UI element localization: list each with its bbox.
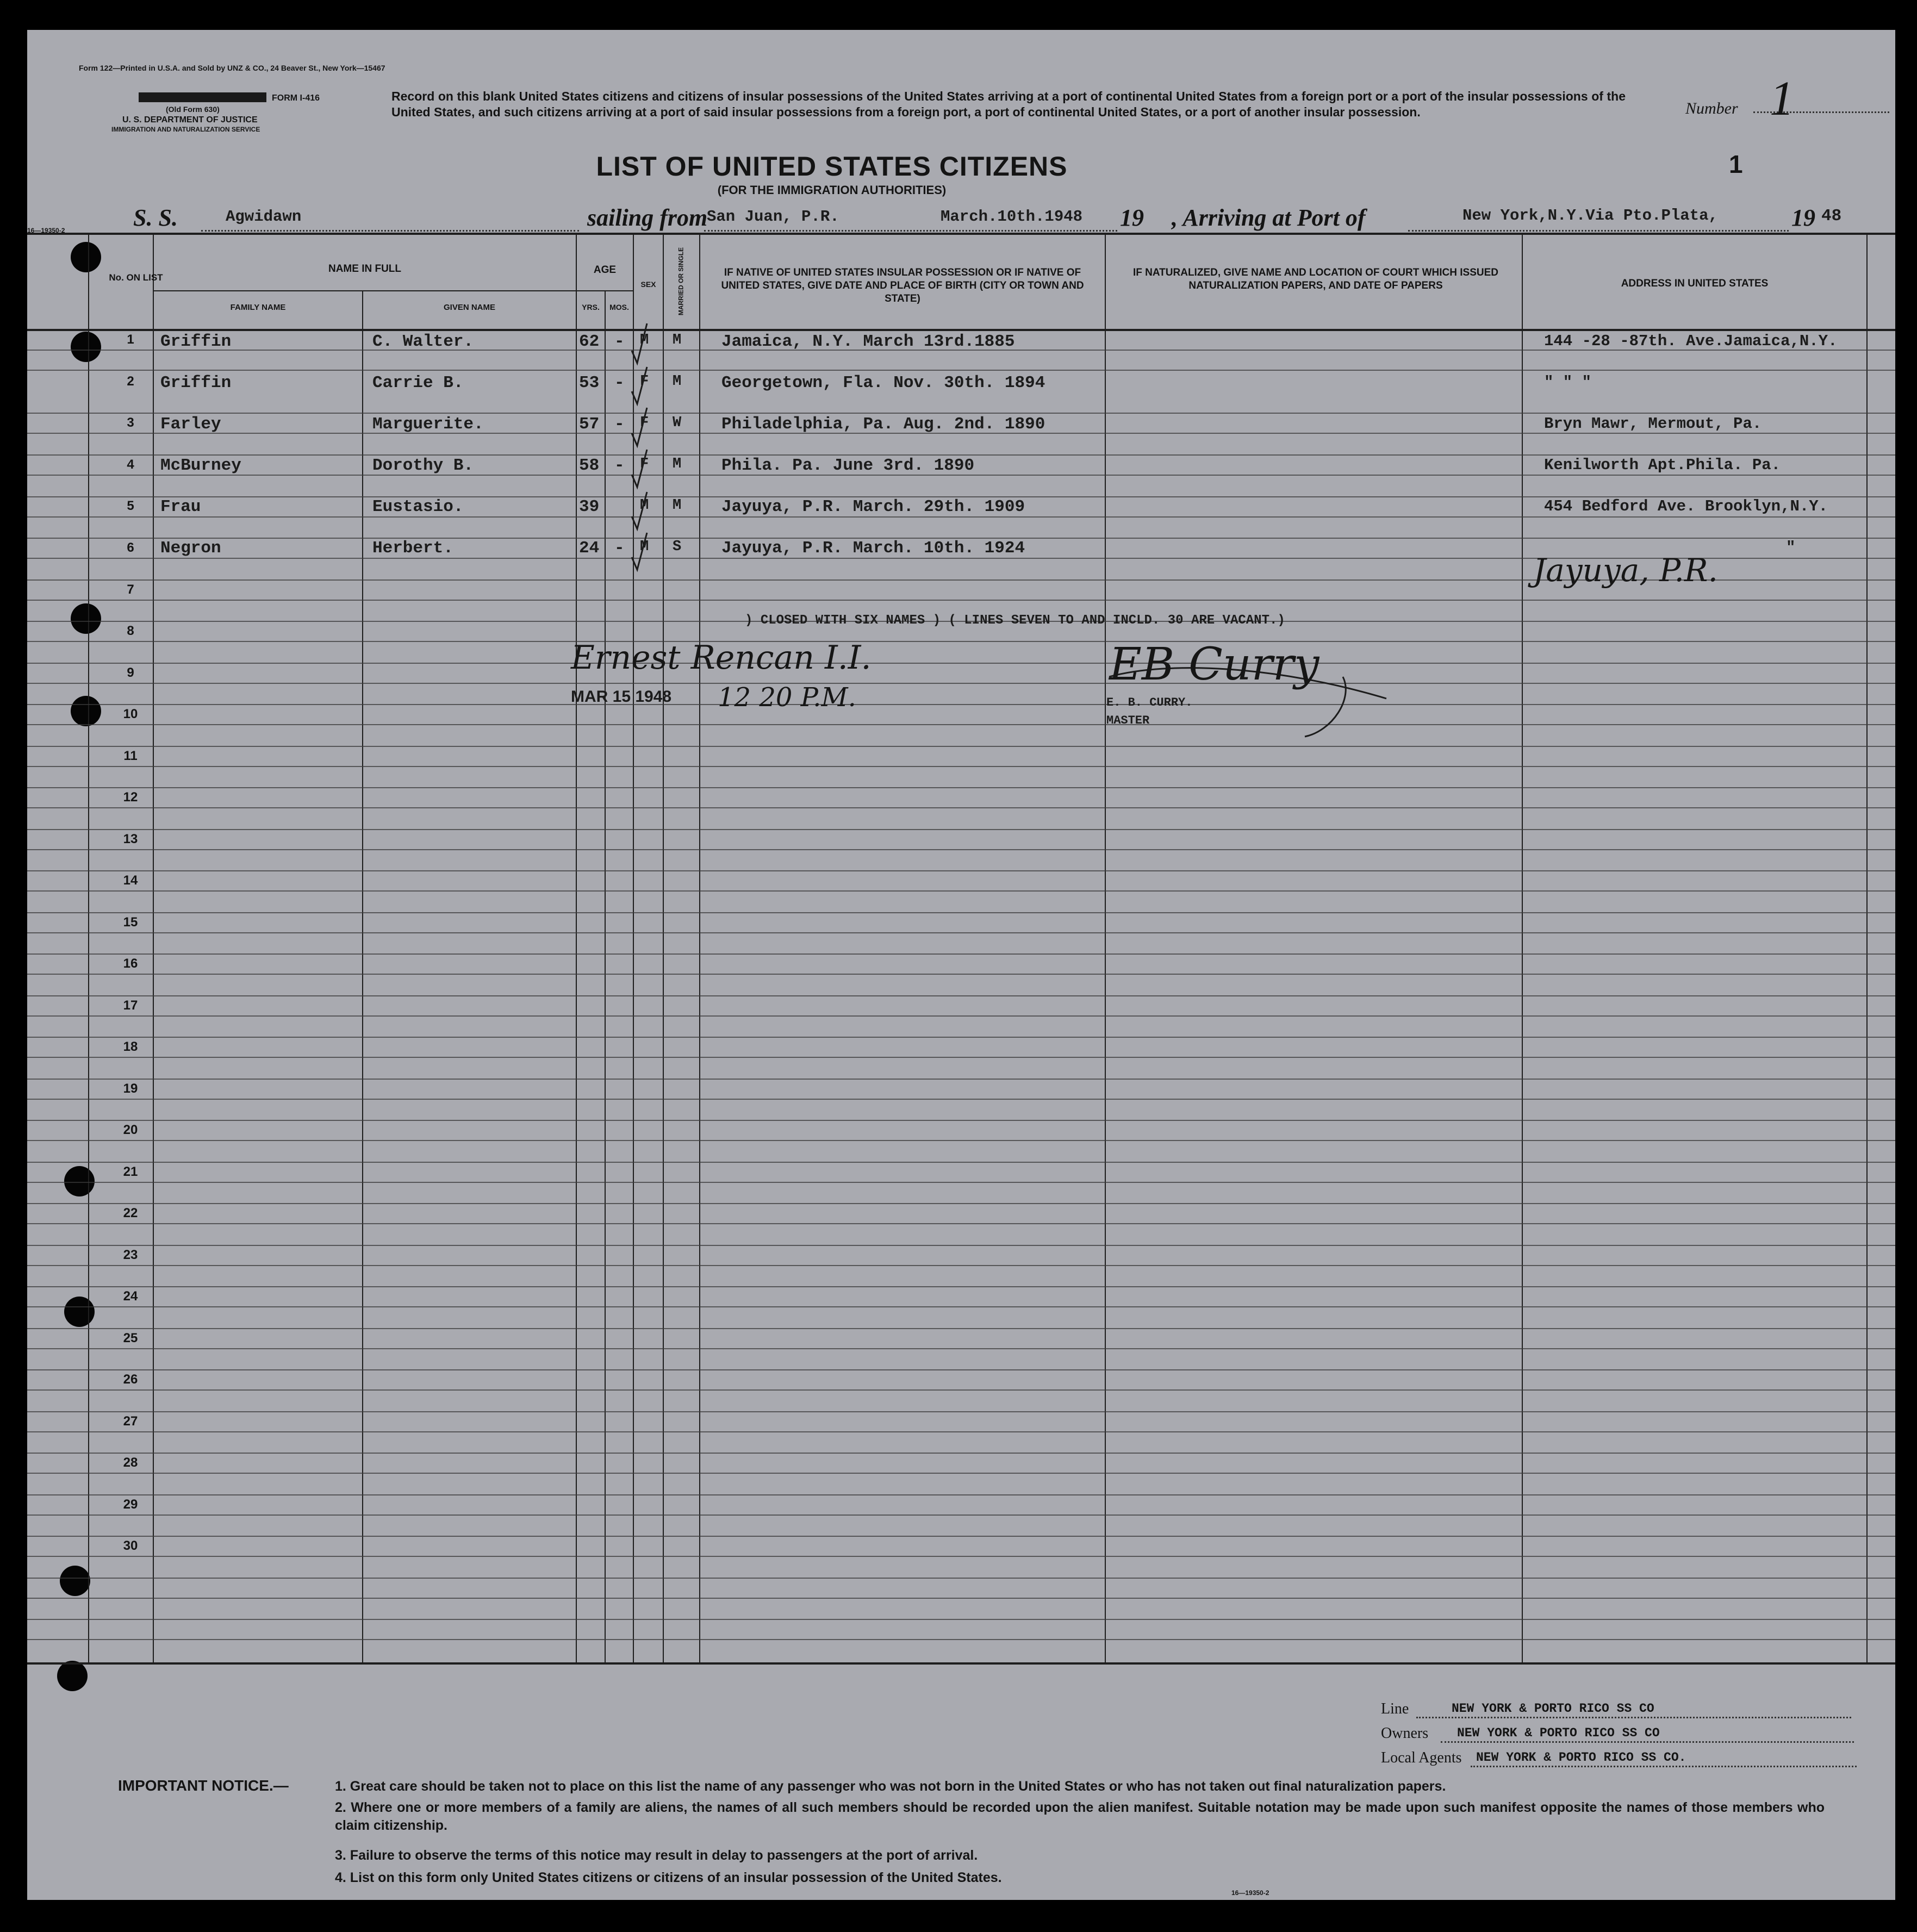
marital-status-cell: M bbox=[673, 332, 682, 348]
old-form: (Old Form 630) bbox=[166, 105, 220, 114]
address-cell: 144 -28 -87th. Ave.Jamaica,N.Y. bbox=[1544, 332, 1838, 350]
marital-status-cell: M bbox=[673, 456, 682, 472]
row-number: 7 bbox=[127, 582, 134, 597]
inspector-signature: Ernest Rencan I.I. bbox=[571, 639, 872, 677]
row-number: 5 bbox=[127, 498, 134, 513]
marital-status-cell: S bbox=[673, 539, 682, 555]
row-number: 20 bbox=[123, 1123, 138, 1137]
family-name-cell: McBurney bbox=[160, 456, 241, 475]
age-months-cell: - bbox=[614, 373, 625, 392]
row-number: 19 bbox=[123, 1081, 138, 1096]
owners-label: Owners bbox=[1381, 1725, 1429, 1742]
number-label: Number bbox=[1685, 99, 1738, 117]
check-marks bbox=[632, 323, 647, 570]
marital-status-cell: M bbox=[673, 497, 682, 514]
arriving-label: , Arriving at Port of bbox=[1172, 204, 1366, 231]
row-number: 15 bbox=[123, 915, 138, 930]
master-name: E. B. CURRY. bbox=[1106, 696, 1193, 709]
row-number: 1 bbox=[127, 332, 134, 347]
header-birth-place: IF NATIVE OF UNITED STATES INSULAR POSSESSION OR IF NATIVE OF UNITED STATES, GIVE DATE AND PLACE OF BIRTH (CITY OR TOWN AND STATE) bbox=[721, 267, 1084, 304]
line-value: NEW YORK & PORTO RICO SS CO bbox=[1452, 1702, 1654, 1716]
year-value: 48 bbox=[1821, 207, 1842, 226]
birth-place-cell: Philadelphia, Pa. Aug. 2nd. 1890 bbox=[721, 415, 1045, 434]
header-family-name: FAMILY NAME bbox=[230, 303, 286, 312]
closing-note bbox=[745, 613, 1285, 628]
address-cell: Kenilworth Apt.Phila. Pa. bbox=[1544, 456, 1781, 474]
age-years-cell: 62 bbox=[579, 332, 600, 351]
row-number: 23 bbox=[123, 1248, 138, 1262]
age-years-cell: 24 bbox=[579, 539, 600, 558]
row-number: 12 bbox=[123, 790, 138, 805]
closing-paren-icon: ) bbox=[745, 613, 761, 628]
birth-place-cell: Jamaica, N.Y. March 13rd.1885 bbox=[721, 332, 1015, 351]
closing-note-text: CLOSED WITH SIX NAMES ) ( LINES SEVEN TO AND INCLD. 30 ARE VACANT.) bbox=[760, 613, 1285, 628]
year-label-1: 19 bbox=[1120, 204, 1144, 231]
number-value: 1 bbox=[1770, 72, 1794, 126]
address-cell: " " " bbox=[1544, 373, 1592, 391]
address-cell: " bbox=[1786, 539, 1796, 557]
given-name-cell: Carrie B. bbox=[372, 373, 464, 392]
row-number: 26 bbox=[123, 1372, 138, 1387]
sailing-from: San Juan, P.R. bbox=[707, 208, 839, 226]
header-yrs: YRS. bbox=[582, 303, 600, 311]
row-number: 2 bbox=[127, 374, 134, 389]
notice-item: 2. Where one or more members of a family are aliens, the names of all such members should be recorded upon the alien manifest. Suitable notation may be made upon such manifest opposite the names of those members who claim citizenship. bbox=[335, 1800, 1825, 1833]
row-number: 18 bbox=[123, 1039, 138, 1054]
page-subtitle: (FOR THE IMMIGRATION AUTHORITIES) bbox=[717, 183, 947, 197]
birth-place-cell: Jayuya, P.R. March. 10th. 1924 bbox=[721, 539, 1025, 558]
notice-item: 1. Great care should be taken not to place on this list the name of any passenger who was not born in the United States or who has not taken out final naturalization papers. bbox=[335, 1779, 1446, 1794]
row-number: 4 bbox=[127, 457, 134, 472]
sex-cell: F bbox=[640, 415, 649, 431]
age-years-cell: 57 bbox=[579, 415, 600, 434]
given-name-cell: Marguerite. bbox=[372, 415, 484, 434]
ship-name: Agwidawn bbox=[226, 208, 302, 226]
sex-cell: M bbox=[640, 332, 649, 348]
header-address: ADDRESS IN UNITED STATES bbox=[1621, 278, 1769, 289]
manifest-page bbox=[27, 30, 1895, 1900]
ss-label: S. S. bbox=[133, 204, 178, 231]
year-label-2: 19 bbox=[1791, 204, 1815, 231]
header-age: AGE bbox=[593, 264, 617, 276]
row-number: 24 bbox=[123, 1289, 138, 1304]
row-number: 14 bbox=[123, 873, 138, 888]
header-given-name: GIVEN NAME bbox=[443, 303, 495, 312]
master-title: MASTER bbox=[1106, 714, 1150, 727]
age-years-cell: 39 bbox=[579, 497, 600, 516]
sailing-date: March.10th.1948 bbox=[941, 208, 1083, 226]
marital-status-cell: W bbox=[673, 415, 682, 431]
master-signature: EB Curry bbox=[1109, 639, 1320, 690]
address-cell: 454 Bedford Ave. Brooklyn,N.Y. bbox=[1544, 497, 1828, 515]
row-number: 3 bbox=[127, 415, 134, 430]
row-number: 22 bbox=[123, 1206, 138, 1220]
age-years-cell: 58 bbox=[579, 456, 600, 475]
page-title: LIST OF UNITED STATES CITIZENS bbox=[596, 151, 1068, 182]
row-number: 6 bbox=[127, 540, 134, 555]
family-name-cell: Farley bbox=[160, 415, 221, 434]
form-number: FORM I-416 bbox=[272, 94, 320, 103]
header-mos: MOS. bbox=[609, 303, 629, 311]
row-number: 25 bbox=[123, 1331, 138, 1345]
line-label: Line bbox=[1381, 1700, 1409, 1717]
local-agents-value: NEW YORK & PORTO RICO SS CO. bbox=[1476, 1750, 1686, 1765]
address-cell: Bryn Mawr, Mermout, Pa. bbox=[1544, 415, 1762, 433]
line-dots bbox=[1416, 1717, 1851, 1718]
row-number: 17 bbox=[123, 998, 138, 1013]
row-number: 13 bbox=[123, 832, 138, 846]
marital-status-cell: M bbox=[673, 373, 682, 390]
footer-code: 16—19350-2 bbox=[1231, 1889, 1269, 1897]
local-agents-label: Local Agents bbox=[1381, 1749, 1462, 1766]
header-naturalized: IF NATURALIZED, GIVE NAME AND LOCATION OF COURT WHICH ISSUED NATURALIZATION PAPERS, AND DATE OF PAPERS bbox=[1132, 267, 1498, 291]
handwritten-address: Jayuya, P.R. bbox=[1533, 552, 1718, 589]
given-name-cell: Eustasio. bbox=[372, 497, 464, 516]
row-number: 27 bbox=[123, 1414, 138, 1429]
row-number: 30 bbox=[123, 1538, 138, 1553]
row-number: 10 bbox=[123, 707, 138, 721]
age-months-cell: - bbox=[614, 332, 625, 351]
printer-line: Form 122—Printed in U.S.A. and Sold by UNZ & CO., 24 Beaver St., New York—15467 bbox=[79, 64, 385, 72]
sex-cell: F bbox=[640, 456, 649, 472]
sex-cell: F bbox=[640, 373, 649, 390]
given-name-cell: Herbert. bbox=[372, 539, 453, 558]
arriving-port: New York,N.Y.Via Pto.Plata, bbox=[1462, 207, 1718, 225]
header-sex: SEX bbox=[640, 280, 656, 289]
sailing-label: sailing from bbox=[587, 204, 708, 231]
given-name-cell: Dorothy B. bbox=[372, 456, 474, 475]
row-number: 16 bbox=[123, 956, 138, 971]
owners-value: NEW YORK & PORTO RICO SS CO bbox=[1457, 1726, 1660, 1740]
local-agents-dots bbox=[1471, 1766, 1857, 1767]
birth-place-cell: Georgetown, Fla. Nov. 30th. 1894 bbox=[721, 373, 1045, 392]
given-name-cell: C. Walter. bbox=[372, 332, 474, 351]
header-no-on-list: No. ON LIST bbox=[109, 272, 163, 283]
row-number: 28 bbox=[123, 1455, 138, 1470]
family-name-cell: Frau bbox=[160, 497, 201, 516]
notice-heading: IMPORTANT NOTICE.— bbox=[118, 1777, 289, 1794]
family-name-cell: Griffin bbox=[160, 373, 232, 392]
age-months-cell: - bbox=[614, 456, 625, 475]
page-number: 1 bbox=[1729, 150, 1743, 178]
header-name-in-full: NAME IN FULL bbox=[328, 263, 402, 275]
family-name-cell: Griffin bbox=[160, 332, 232, 351]
age-months-cell: - bbox=[614, 415, 625, 434]
age-years-cell: 53 bbox=[579, 373, 600, 392]
notice-item: 3. Failure to observe the terms of this notice may result in delay to passengers at the port of arrival. bbox=[335, 1848, 978, 1863]
notice-item: 4. List on this form only United States citizens or citizens of an insular possession of the United States. bbox=[335, 1870, 1002, 1885]
row-number: 11 bbox=[123, 749, 138, 763]
form-code: 16—19350-2 bbox=[27, 227, 65, 234]
row-number: 9 bbox=[127, 665, 134, 680]
owners-dots bbox=[1441, 1741, 1854, 1743]
birth-place-cell: Jayuya, P.R. March. 29th. 1909 bbox=[721, 497, 1025, 516]
row-number: 21 bbox=[123, 1164, 138, 1179]
age-months-cell: - bbox=[614, 539, 625, 558]
row-number: 8 bbox=[127, 624, 134, 638]
department: U. S. DEPARTMENT OF JUSTICE bbox=[122, 115, 258, 124]
sex-cell: M bbox=[640, 497, 649, 514]
service: IMMIGRATION AND NATURALIZATION SERVICE bbox=[111, 126, 260, 133]
header-married-or-single: MARRIED OR SINGLE bbox=[677, 247, 685, 316]
family-name-cell: Negron bbox=[160, 539, 221, 558]
sex-cell: M bbox=[640, 539, 649, 555]
record-instructions: Record on this blank United States citizens and citizens of insular possessions of the United States arriving at a port of continental United States from a foreign port or a port of the insular possessions of the United States, and such citizens arriving at a port of said insular possessions from a foreign port, a port of continental United States, or a port of another insular possession. bbox=[391, 89, 1626, 119]
birth-place-cell: Phila. Pa. June 3rd. 1890 bbox=[721, 456, 975, 475]
row-number: 29 bbox=[123, 1497, 138, 1512]
arrival-stamp-time: 12 20 P.M. bbox=[718, 682, 856, 713]
arrival-stamp-date: MAR 15 1948 bbox=[571, 688, 672, 706]
